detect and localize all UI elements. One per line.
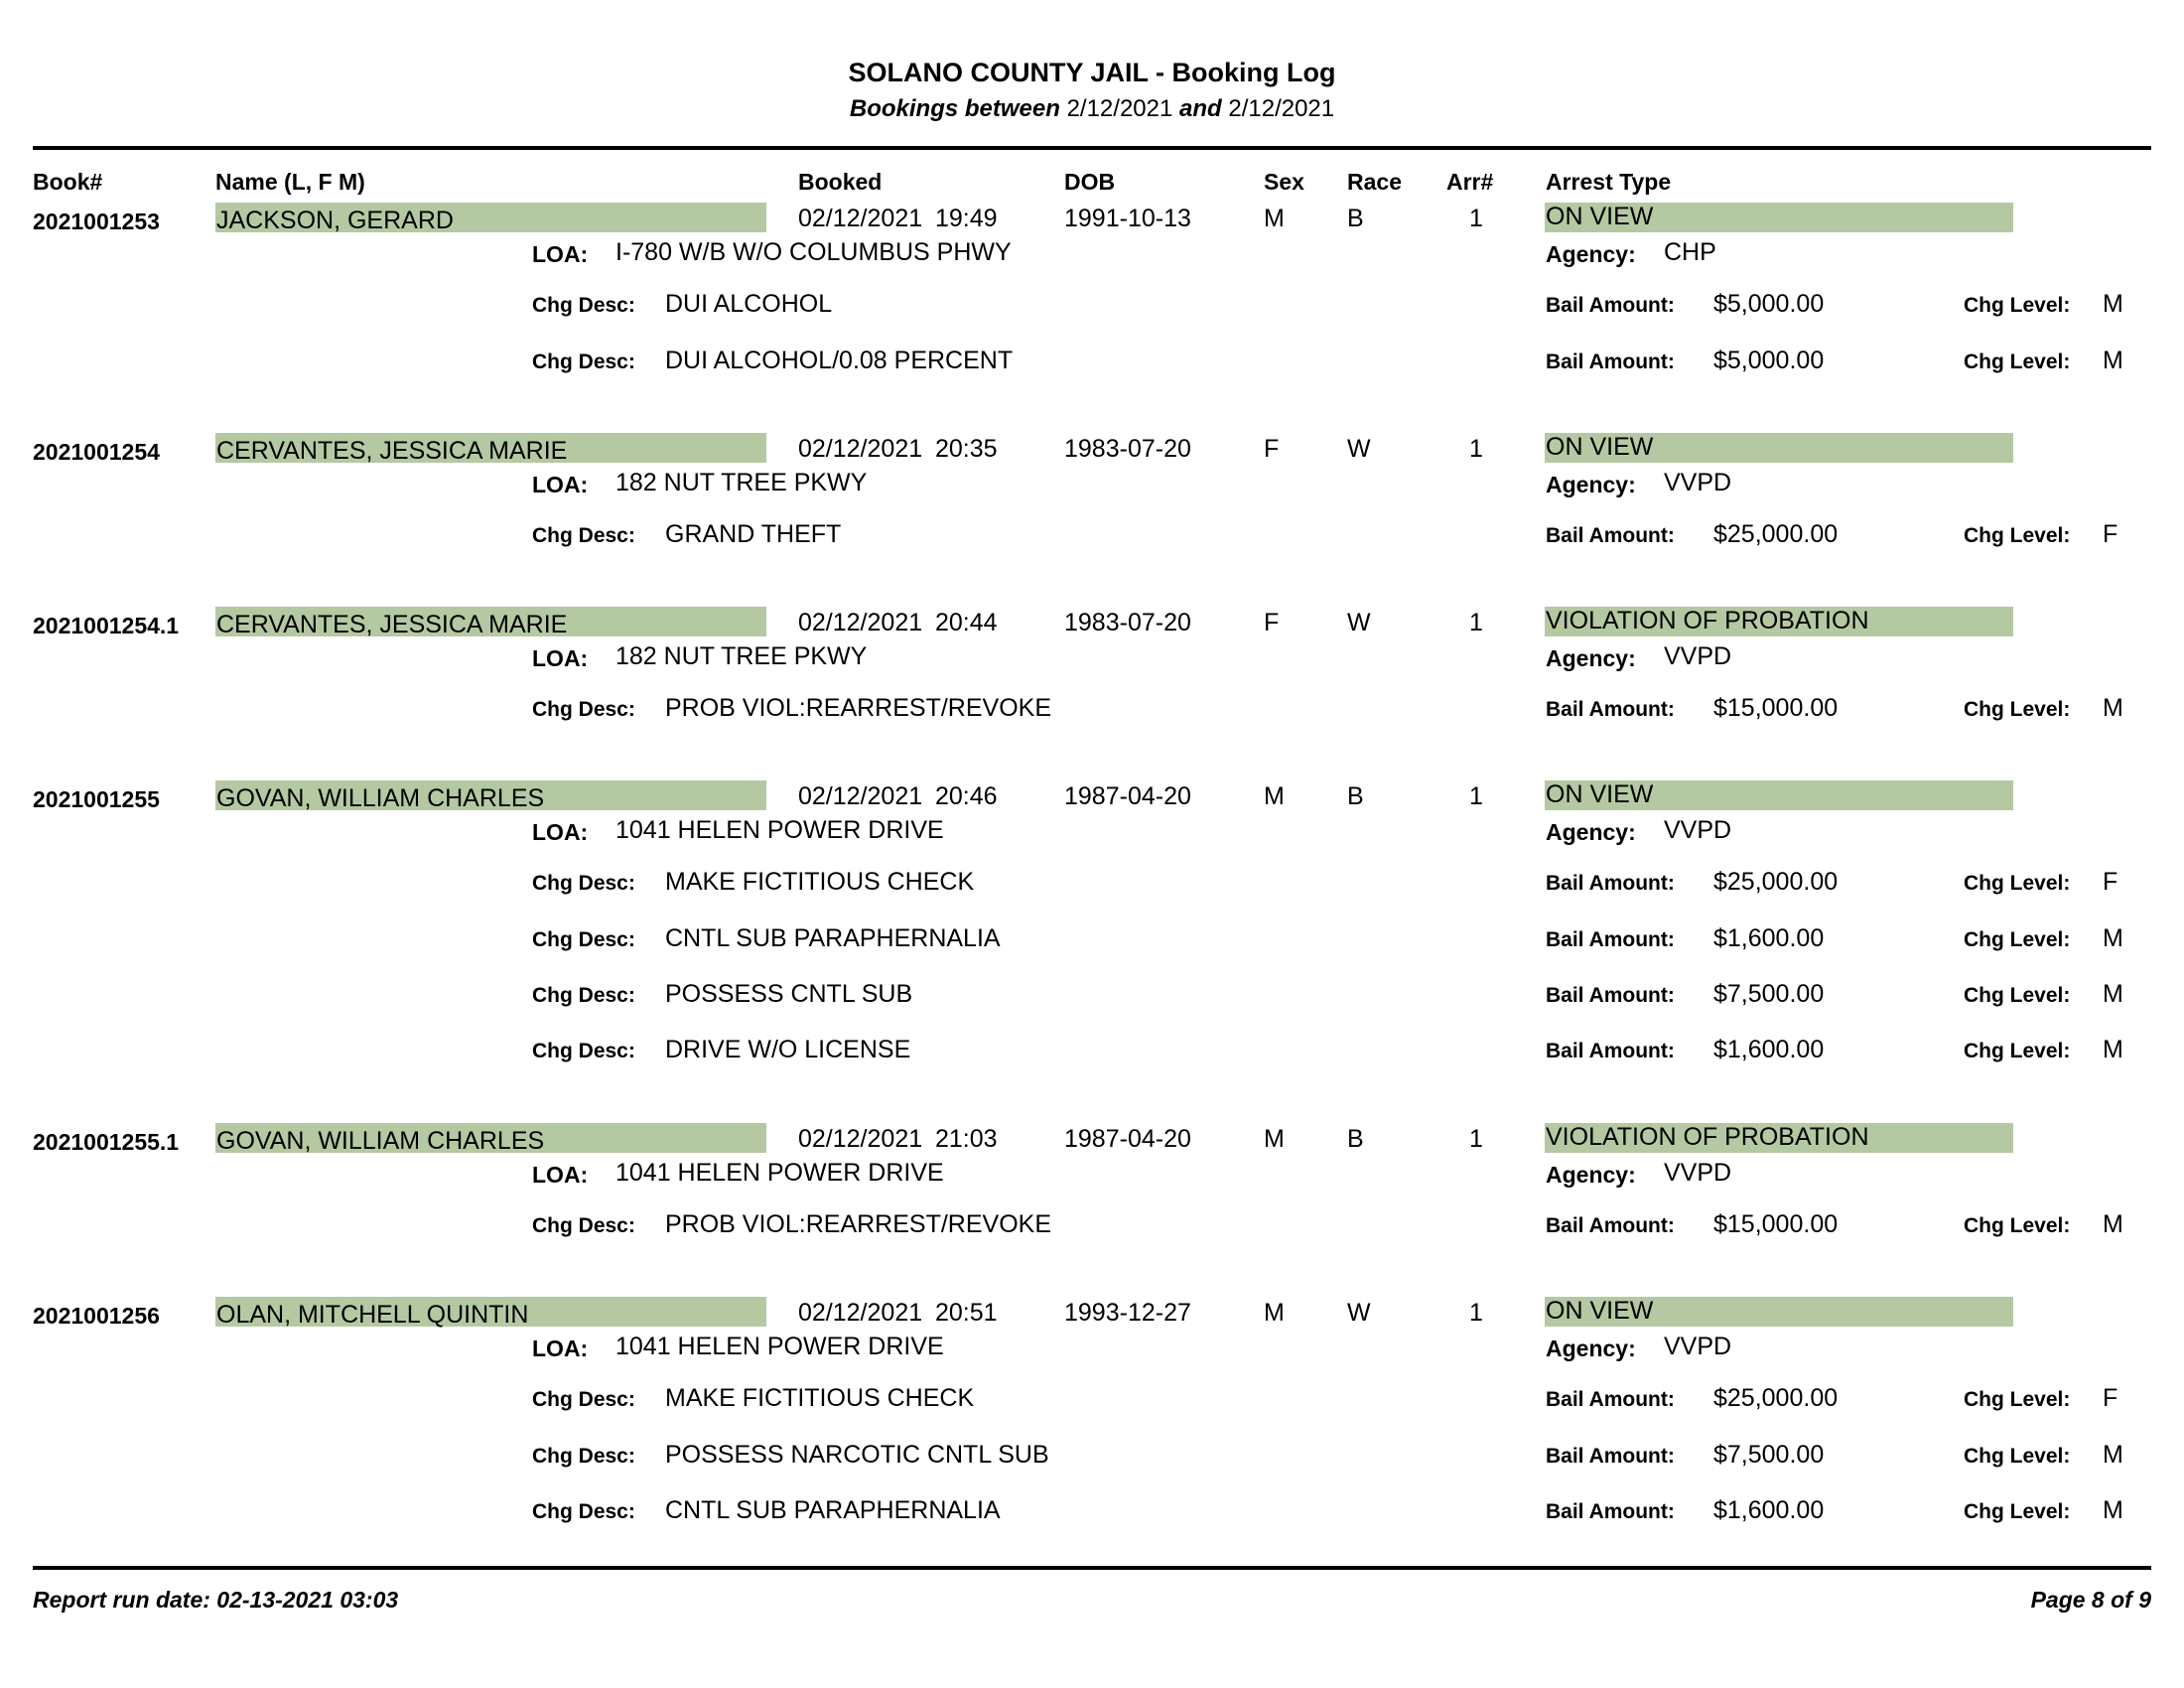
charge-description: MAKE FICTITIOUS CHECK [665, 868, 975, 896]
charge-level-label: Chg Level: [1964, 294, 2071, 317]
agency: VVPD [1664, 816, 1732, 844]
bail-amount-label: Bail Amount: [1546, 984, 1675, 1007]
bail-amount: $7,500.00 [1713, 1441, 1825, 1469]
booked-date: 02/12/2021 [798, 1299, 923, 1327]
top-rule [33, 146, 2151, 150]
arrest-type: ON VIEW [1545, 433, 2013, 463]
bail-amount-label: Bail Amount: [1546, 872, 1675, 895]
booked-time: 20:51 [935, 1299, 998, 1327]
booked-date: 02/12/2021 [798, 435, 923, 463]
charge-level-label: Chg Level: [1964, 1445, 2071, 1468]
date-of-birth: 1987-04-20 [1064, 1125, 1191, 1153]
charge-level-label: Chg Level: [1964, 524, 2071, 547]
charge-level: M [2103, 1496, 2123, 1524]
sex: F [1264, 609, 1280, 636]
sex: M [1264, 1299, 1285, 1327]
loa-label: LOA: [532, 472, 589, 497]
charge-level-label: Chg Level: [1964, 351, 2071, 373]
date-to: 2/12/2021 [1228, 95, 1335, 122]
date-of-birth: 1983-07-20 [1064, 435, 1191, 463]
col-arr: Arr# [1446, 169, 1494, 195]
bail-amount-label: Bail Amount: [1546, 1040, 1675, 1062]
location-of-arrest: 182 NUT TREE PKWY [615, 469, 868, 496]
location-of-arrest: 1041 HELEN POWER DRIVE [615, 1333, 944, 1360]
booked-time: 21:03 [935, 1125, 998, 1153]
agency: VVPD [1664, 1333, 1732, 1360]
bail-amount: $1,600.00 [1713, 1036, 1825, 1063]
charge-description: PROB VIOL:REARREST/REVOKE [665, 1210, 1051, 1238]
bail-amount: $25,000.00 [1713, 868, 1839, 896]
agency: VVPD [1664, 642, 1732, 670]
report-title: SOLANO COUNTY JAIL - Booking Log [848, 58, 1336, 87]
page-number: Page 8 of 9 [2030, 1587, 2151, 1613]
charge-desc-label: Chg Desc: [532, 1445, 635, 1468]
charge-level-label: Chg Level: [1964, 928, 2071, 951]
loa-label: LOA: [532, 1336, 589, 1361]
col-name: Name (L, F M) [215, 169, 365, 195]
booked-time: 20:35 [935, 435, 998, 463]
charge-level: M [2103, 1441, 2123, 1469]
booked-date: 02/12/2021 [798, 782, 923, 810]
charge-level: M [2103, 924, 2123, 952]
inmate-name: OLAN, MITCHELL QUINTIN [215, 1297, 766, 1327]
arrest-count: 1 [1469, 609, 1483, 636]
booked-date: 02/12/2021 [798, 609, 923, 636]
sex: M [1264, 782, 1285, 810]
location-of-arrest: 1041 HELEN POWER DRIVE [615, 1159, 944, 1187]
charge-desc-label: Chg Desc: [532, 698, 635, 721]
charge-description: DUI ALCOHOL [665, 290, 833, 318]
agency-label: Agency: [1546, 1336, 1636, 1361]
booked-time: 20:46 [935, 782, 998, 810]
charge-description: MAKE FICTITIOUS CHECK [665, 1384, 975, 1412]
location-of-arrest: 182 NUT TREE PKWY [615, 642, 868, 670]
agency-label: Agency: [1546, 241, 1636, 267]
charge-description: CNTL SUB PARAPHERNALIA [665, 1496, 1001, 1524]
charge-level: F [2103, 1384, 2118, 1412]
charge-level-label: Chg Level: [1964, 1214, 2071, 1237]
loa-label: LOA: [532, 241, 589, 267]
book-number: 2021001255 [33, 786, 160, 812]
race: W [1347, 609, 1371, 636]
book-number: 2021001256 [33, 1303, 160, 1329]
subtitle-prefix: Bookings between [849, 95, 1060, 122]
bail-amount-label: Bail Amount: [1546, 524, 1675, 547]
bail-amount-label: Bail Amount: [1546, 1500, 1675, 1523]
book-number: 2021001254.1 [33, 613, 180, 638]
bail-amount-label: Bail Amount: [1546, 928, 1675, 951]
loa-label: LOA: [532, 645, 589, 671]
charge-level: M [2103, 1210, 2123, 1238]
agency: VVPD [1664, 1159, 1732, 1187]
race: B [1347, 1125, 1364, 1153]
col-arrest-type: Arrest Type [1546, 169, 1672, 195]
date-from: 2/12/2021 [1066, 95, 1173, 122]
charge-desc-label: Chg Desc: [532, 1388, 635, 1411]
charge-level: M [2103, 694, 2123, 722]
book-number: 2021001255.1 [33, 1129, 180, 1155]
charge-level: F [2103, 868, 2118, 896]
arrest-count: 1 [1469, 1299, 1483, 1327]
location-of-arrest: 1041 HELEN POWER DRIVE [615, 816, 944, 844]
subtitle-and: and [1179, 95, 1222, 122]
col-dob: DOB [1064, 169, 1116, 195]
charge-description: DRIVE W/O LICENSE [665, 1036, 911, 1063]
booked-date: 02/12/2021 [798, 1125, 923, 1153]
arrest-type: ON VIEW [1545, 780, 2013, 810]
bail-amount: $25,000.00 [1713, 1384, 1839, 1412]
location-of-arrest: I-780 W/B W/O COLUMBUS PHWY [615, 238, 1012, 266]
charge-desc-label: Chg Desc: [532, 351, 635, 373]
book-number: 2021001253 [33, 209, 160, 234]
charge-desc-label: Chg Desc: [532, 1214, 635, 1237]
arrest-type: ON VIEW [1545, 1297, 2013, 1327]
race: B [1347, 205, 1364, 232]
race: B [1347, 782, 1364, 810]
date-of-birth: 1993-12-27 [1064, 1299, 1191, 1327]
sex: F [1264, 435, 1280, 463]
report-subtitle [0, 95, 2184, 123]
charge-description: POSSESS CNTL SUB [665, 980, 913, 1008]
charge-desc-label: Chg Desc: [532, 984, 635, 1007]
charge-level: M [2103, 347, 2123, 374]
bail-amount-label: Bail Amount: [1546, 1388, 1675, 1411]
race: W [1347, 435, 1371, 463]
charge-desc-label: Chg Desc: [532, 928, 635, 951]
charge-level-label: Chg Level: [1964, 872, 2071, 895]
date-of-birth: 1991-10-13 [1064, 205, 1191, 232]
arrest-type: VIOLATION OF PROBATION [1545, 1123, 2013, 1153]
arrest-count: 1 [1469, 205, 1483, 232]
col-book: Book# [33, 169, 103, 195]
charge-desc-label: Chg Desc: [532, 294, 635, 317]
agency-label: Agency: [1546, 645, 1636, 671]
charge-level: F [2103, 520, 2118, 548]
bail-amount-label: Bail Amount: [1546, 1214, 1675, 1237]
bail-amount-label: Bail Amount: [1546, 1445, 1675, 1468]
bail-amount-label: Bail Amount: [1546, 351, 1675, 373]
inmate-name: CERVANTES, JESSICA MARIE [215, 607, 766, 636]
date-of-birth: 1983-07-20 [1064, 609, 1191, 636]
agency: CHP [1664, 238, 1716, 266]
date-of-birth: 1987-04-20 [1064, 782, 1191, 810]
bail-amount-label: Bail Amount: [1546, 698, 1675, 721]
charge-level: M [2103, 290, 2123, 318]
loa-label: LOA: [532, 1162, 589, 1188]
charge-description: PROB VIOL:REARREST/REVOKE [665, 694, 1051, 722]
charge-description: CNTL SUB PARAPHERNALIA [665, 924, 1001, 952]
charge-description: POSSESS NARCOTIC CNTL SUB [665, 1441, 1049, 1469]
inmate-name: JACKSON, GERARD [215, 203, 766, 232]
sex: M [1264, 205, 1285, 232]
charge-description: GRAND THEFT [665, 520, 842, 548]
charge-level: M [2103, 1036, 2123, 1063]
charge-level-label: Chg Level: [1964, 1388, 2071, 1411]
charge-level-label: Chg Level: [1964, 698, 2071, 721]
booked-time: 20:44 [935, 609, 998, 636]
loa-label: LOA: [532, 819, 589, 845]
sex: M [1264, 1125, 1285, 1153]
bottom-rule [33, 1566, 2151, 1570]
agency: VVPD [1664, 469, 1732, 496]
agency-label: Agency: [1546, 819, 1636, 845]
charge-desc-label: Chg Desc: [532, 1040, 635, 1062]
arrest-type: VIOLATION OF PROBATION [1545, 607, 2013, 636]
charge-desc-label: Chg Desc: [532, 524, 635, 547]
arrest-count: 1 [1469, 1125, 1483, 1153]
charge-desc-label: Chg Desc: [532, 1500, 635, 1523]
arrest-type: ON VIEW [1545, 203, 2013, 232]
agency-label: Agency: [1546, 1162, 1636, 1188]
inmate-name: GOVAN, WILLIAM CHARLES [215, 780, 766, 810]
bail-amount: $15,000.00 [1713, 694, 1839, 722]
booked-date: 02/12/2021 [798, 205, 923, 232]
bail-amount: $5,000.00 [1713, 347, 1825, 374]
agency-label: Agency: [1546, 472, 1636, 497]
charge-level-label: Chg Level: [1964, 1500, 2071, 1523]
charge-level-label: Chg Level: [1964, 1040, 2071, 1062]
race: W [1347, 1299, 1371, 1327]
col-race: Race [1347, 169, 1402, 195]
bail-amount: $5,000.00 [1713, 290, 1825, 318]
bail-amount: $25,000.00 [1713, 520, 1839, 548]
arrest-count: 1 [1469, 782, 1483, 810]
bail-amount: $1,600.00 [1713, 924, 1825, 952]
bail-amount: $7,500.00 [1713, 980, 1825, 1008]
bail-amount: $15,000.00 [1713, 1210, 1839, 1238]
inmate-name: GOVAN, WILLIAM CHARLES [215, 1123, 766, 1153]
bail-amount: $1,600.00 [1713, 1496, 1825, 1524]
charge-desc-label: Chg Desc: [532, 872, 635, 895]
book-number: 2021001254 [33, 439, 160, 465]
report-run-date: Report run date: 02-13-2021 03:03 [33, 1587, 399, 1613]
col-sex: Sex [1264, 169, 1304, 195]
inmate-name: CERVANTES, JESSICA MARIE [215, 433, 766, 463]
charge-level-label: Chg Level: [1964, 984, 2071, 1007]
col-booked: Booked [798, 169, 883, 195]
arrest-count: 1 [1469, 435, 1483, 463]
charge-level: M [2103, 980, 2123, 1008]
charge-description: DUI ALCOHOL/0.08 PERCENT [665, 347, 1014, 374]
booked-time: 19:49 [935, 205, 998, 232]
bail-amount-label: Bail Amount: [1546, 294, 1675, 317]
